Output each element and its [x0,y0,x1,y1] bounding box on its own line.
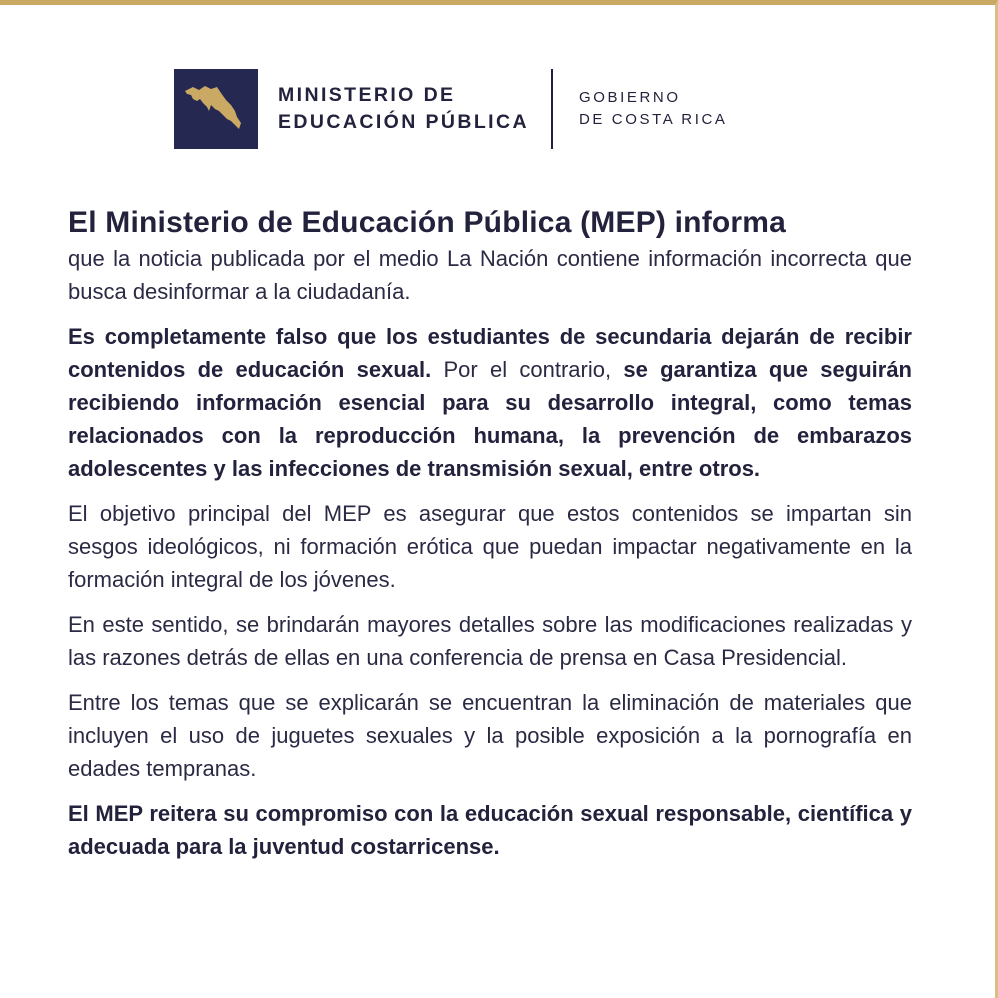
paragraph-2-bold-2: se garantiza que seguirán recibiendo información esencial para su desarrollo integral, como temas relacionados con la reproducción humana, la prevención de embarazos adolescentes y las infecciones de transmisión sexual, entre otros. [68,357,912,481]
paragraph-5: Entre los temas que se explicarán se encuentran la eliminación de materiales que incluyen el uso de juguetes sexuales y la posible exposición a la pornografía en edades tempranas. [68,690,912,781]
intro-text: que la noticia publicada por el medio La Nación contiene información incorrecta que busca desinformar a la ciudadanía. [68,246,912,304]
paragraph-2-regular: Por el contrario, [431,357,624,382]
header-divider [551,69,553,149]
government-name-line2: DE COSTA RICA [578,111,728,128]
ministry-logo [174,69,258,149]
government-name-line1: GOBIERNO [578,89,681,106]
costa-rica-map-icon [183,81,249,137]
ministry-name-line2: EDUCACIÓN PÚBLICA [278,111,529,133]
header [174,68,728,150]
intro-paragraph [68,204,912,308]
government-name [579,87,728,131]
paragraph-4: En este sentido, se brindarán mayores detalles sobre las modificaciones realizadas y las razones detrás de ellas en una conferencia de prensa en Casa Presidencial. [68,612,912,670]
ministry-name [278,82,529,136]
ministry-name-line1: MINISTERIO DE [278,84,456,106]
headline: El Ministerio de Educación Pública (MEP) informa [68,206,787,239]
paragraph-6: El MEP reitera su compromiso con la educación sexual responsable, científica y adecuada para la juventud costarricense. [68,801,912,859]
paragraph-3: El objetivo principal del MEP es asegurar que estos contenidos se impartan sin sesgos ideológicos, ni formación erótica que puedan impactar negativamente en la formación integral de los jóvenes. [68,501,912,592]
paragraph-2-bold: Es completamente falso que los estudiantes de secundaria dejarán de recibir contenidos de educación sexual. [68,324,912,382]
statement-body [68,204,912,875]
paragraph-2 [68,320,912,485]
